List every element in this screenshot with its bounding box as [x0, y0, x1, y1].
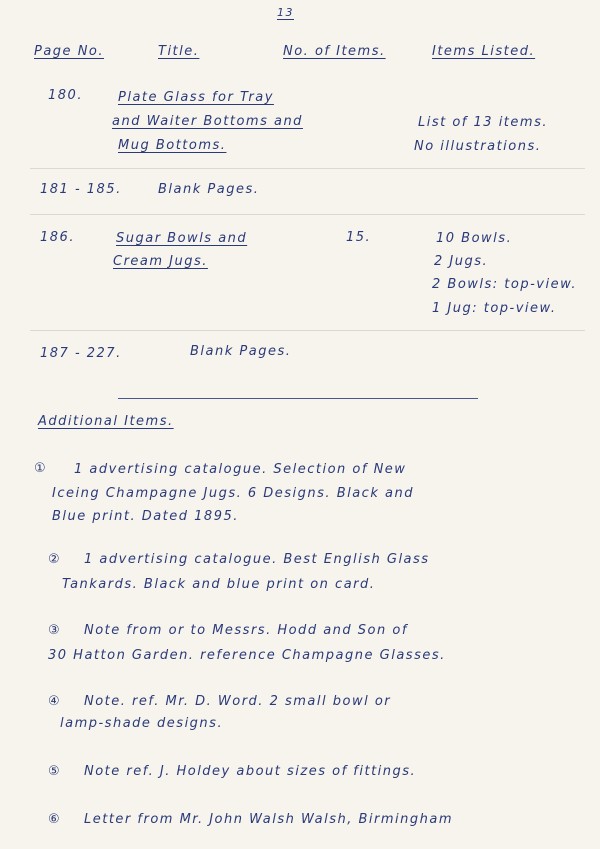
item-marker: ①: [34, 461, 48, 476]
item-line: lamp-shade designs.: [60, 716, 224, 731]
entry-title-line: Mug Bottoms.: [118, 138, 227, 153]
page-number: 13: [277, 6, 294, 19]
header-title: Title.: [158, 44, 200, 59]
section-rule: [118, 398, 478, 399]
item-marker: ③: [48, 623, 62, 638]
item-line: 1 advertising catalogue. Selection of New: [74, 462, 407, 477]
entry-count: 15.: [346, 230, 372, 245]
item-line: Blue print. Dated 1895.: [52, 509, 239, 524]
item-line: Note ref. J. Holdey about sizes of fittings.: [84, 764, 417, 779]
entry-listed-line: 1 Jug: top-view.: [432, 301, 557, 316]
item-marker: ⑥: [48, 812, 62, 827]
item-line: Note. ref. Mr. D. Word. 2 small bowl or: [84, 694, 392, 709]
entry-page: 181 - 185.: [40, 182, 122, 197]
header-items-listed: Items Listed.: [432, 44, 536, 59]
entry-title-line: Sugar Bowls and: [116, 231, 248, 246]
entry-listed-line: 2 Jugs.: [434, 254, 489, 269]
entry-listed-line: 10 Bowls.: [436, 231, 513, 246]
item-marker: ⑤: [48, 764, 62, 779]
item-line: 30 Hatton Garden. reference Champagne Glasses.: [48, 648, 446, 663]
entry-title-line: Blank Pages.: [158, 182, 260, 197]
item-line: Letter from Mr. John Walsh Walsh, Birmingham: [84, 812, 453, 827]
entry-page: 180.: [48, 88, 83, 103]
entry-title-line: Plate Glass for Tray: [118, 90, 274, 105]
item-line: Iceing Champagne Jugs. 6 Designs. Black and: [52, 486, 414, 501]
item-line: Tankards. Black and blue print on card.: [62, 577, 376, 592]
item-marker: ④: [48, 694, 62, 709]
entry-listed-line: List of 13 items.: [418, 115, 548, 130]
entry-page: 186.: [40, 230, 75, 245]
header-page-no: Page No.: [34, 44, 104, 59]
entry-title-line: and Waiter Bottoms and: [112, 114, 303, 129]
item-marker: ②: [48, 552, 62, 567]
entry-title-line: Blank Pages.: [190, 344, 292, 359]
divider: [30, 330, 585, 331]
item-line: Note from or to Messrs. Hodd and Son of: [84, 623, 408, 638]
entry-page: 187 - 227.: [40, 346, 122, 361]
entry-title-line: Cream Jugs.: [113, 254, 208, 269]
entry-listed-line: No illustrations.: [414, 139, 542, 154]
item-line: 1 advertising catalogue. Best English Glass: [84, 552, 430, 567]
additional-title: Additional Items.: [38, 414, 174, 429]
divider: [30, 168, 585, 169]
header-no-of-items: No. of Items.: [283, 44, 386, 59]
entry-listed-line: 2 Bowls: top-view.: [432, 277, 578, 292]
divider: [30, 214, 585, 215]
